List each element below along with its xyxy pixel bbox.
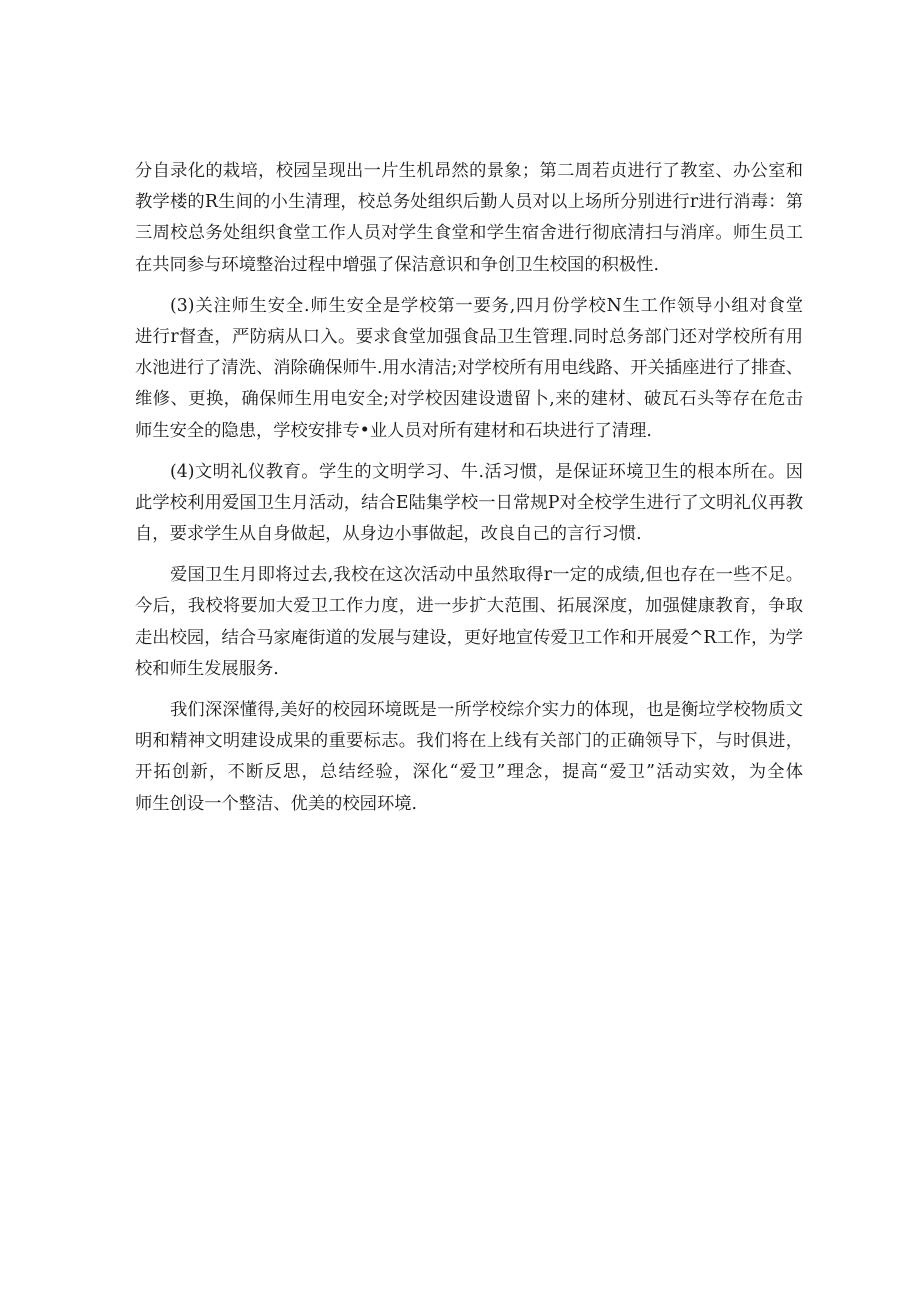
text-line: (3)关注师生安全.师生安全是学校第一要务,四月份学校N生工作领导小组对食堂 bbox=[170, 295, 803, 316]
paragraph-conclusion bbox=[135, 695, 803, 820]
text-line: 开拓创新，不断反思，总结经验，深化“爱卫”理念，提高“爱卫”活动实效，为全体 bbox=[135, 762, 803, 783]
text-line: (4)文明礼仪教育。学生的文明学习、牛.活习惯，是保证环境卫生的根本所在。因 bbox=[170, 461, 803, 482]
paragraph-summary bbox=[135, 560, 803, 685]
text-line: 分自录化的栽培，校园呈现出一片生机昂然的景象；第二周若贞进行了教室、办公室和 bbox=[135, 161, 803, 181]
text-line: 师生创设一个整洁、优美的校园环境. bbox=[135, 793, 417, 814]
text-line: 在共同参与环境整治过程中增强了保洁意识和争创卫生校国的积极性. bbox=[135, 254, 659, 275]
text-line: 爱国卫生月即将过去,我校在这次活动中虽然取得r一定的成绩,但也存在一些不足。 bbox=[170, 565, 803, 586]
text-line: 此学校利用爱国卫生月活动，结合E陆集学校一日常规P对全校学生进行了文明礼仪再教 bbox=[135, 492, 803, 513]
text-line: 师生安全的隐患，学校安排专•业人员对所有建材和石块进行了清理. bbox=[135, 420, 652, 441]
text-line: 自，要求学生从自身做起，从身边小事做起，改良自己的言行习惯. bbox=[135, 524, 642, 545]
paragraph-safety bbox=[135, 291, 803, 447]
text-line: 水池进行了清洗、消除确保师牛.用水清洁;对学校所有用电线路、开关插座进行了排查、 bbox=[135, 358, 803, 379]
text-line: 维修、更换，确保师生用电安全;对学校因建设遗留卜,来的建材、破瓦石头等存在危击 bbox=[135, 389, 803, 410]
text-line: 三周校总务处组织食堂工作人员对学生食堂和学生宿舍进行彻底清扫与消庠。师生员工 bbox=[135, 223, 803, 244]
text-line: 今后，我校将要加大爱卫工作力度，进一步扩大范围、拓展深度，加强健康教育，争取 bbox=[135, 596, 803, 617]
text-line: 明和精神文明建设成果的重要标志。我们将在上线有关部门的正确领导下，与时俱进， bbox=[135, 731, 803, 752]
text-line: 校和师生发展服务. bbox=[135, 658, 279, 679]
document-body bbox=[135, 156, 803, 830]
text-line: 我们深深懂得,美好的校园环境既是一所学校综介实力的体现，也是衡垃学校物质文 bbox=[170, 700, 803, 720]
paragraph-environment-cleanup bbox=[135, 156, 803, 281]
text-line: 进行r督查，严防病从口入。要求食堂加强食品卫生管理.同时总务部门还对学校所有用 bbox=[135, 326, 803, 347]
text-line: 教学楼的R生间的小生清理，校总务处组织后勤人员对以上场所分别进行r进行消毒：第 bbox=[135, 192, 803, 213]
paragraph-etiquette bbox=[135, 457, 803, 551]
text-line: 走出校园，结合马家庵街道的发展与建设，更好地宣传爱卫工作和开展爱^R工作，为学 bbox=[135, 627, 803, 648]
